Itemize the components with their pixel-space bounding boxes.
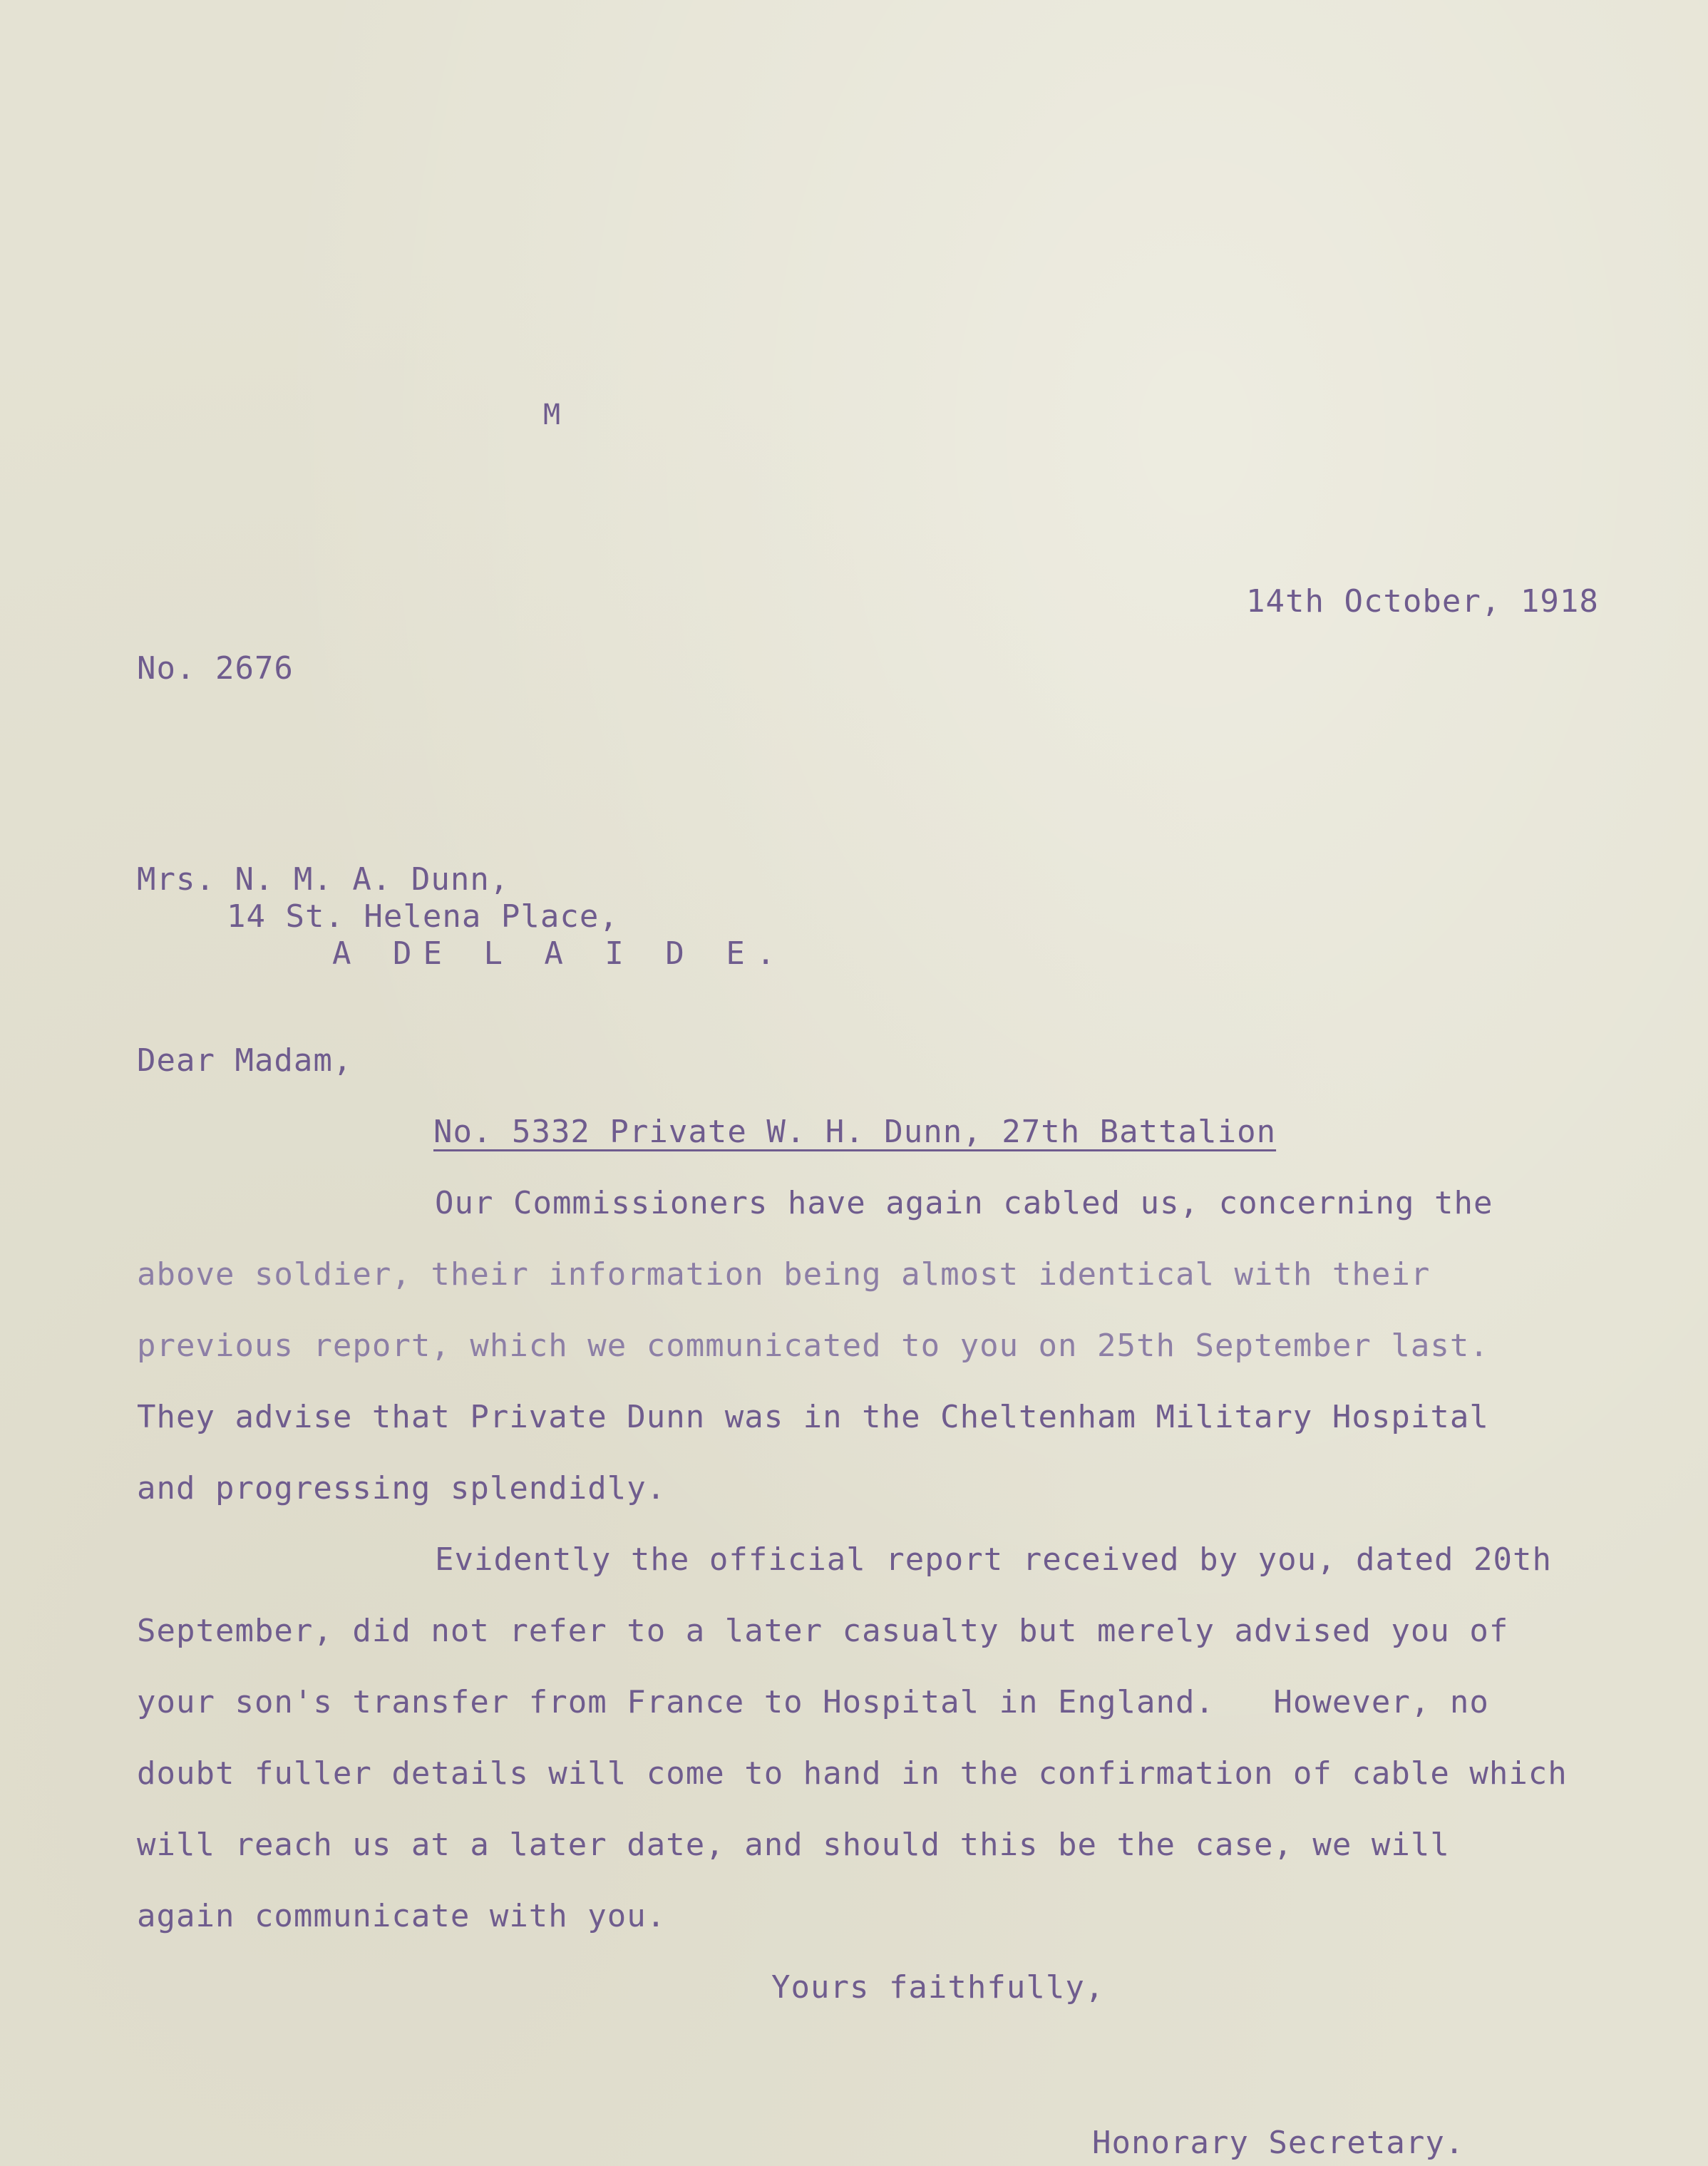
letter-date: 14th October, 1918 [1246, 583, 1599, 620]
paragraph2-line-5: will reach us at a later date, and should this be the case, we will [137, 1827, 1450, 1863]
paragraph2-line-3: your son's transfer from France to Hospital in England. However, no [137, 1684, 1489, 1720]
paragraph1-line-2: above soldier, their information being almost identical with their [137, 1256, 1431, 1293]
initial-mark: M [543, 399, 562, 431]
recipient-city: A DE L A I D E. [332, 935, 787, 972]
paragraph2-line-6: again communicate with you. [137, 1898, 667, 1934]
reference-number: No. 2676 [137, 650, 294, 687]
closing: Yours faithfully, [771, 1969, 1105, 2006]
subject-line: No. 5332 Private W. H. Dunn, 27th Battalion [433, 1114, 1277, 1150]
paragraph1-line-1: Our Commissioners have again cabled us, concerning the [435, 1185, 1493, 1221]
paragraph1-line-4: They advise that Private Dunn was in the Cheltenham Military Hospital [137, 1399, 1489, 1435]
paragraph2-line-4: doubt fuller details will come to hand in the confirmation of cable which [137, 1755, 1568, 1792]
recipient-street: 14 St. Helena Place, [227, 898, 619, 935]
paragraph2-line-1: Evidently the official report received by you, dated 20th [435, 1541, 1552, 1578]
paragraph1-line-3: previous report, which we communicated to you on 25th September last. [137, 1328, 1489, 1364]
paragraph1-line-5: and progressing splendidly. [137, 1470, 667, 1507]
salutation: Dear Madam, [137, 1042, 353, 1079]
signature-title: Honorary Secretary. [1092, 2125, 1465, 2161]
paragraph2-line-2: September, did not refer to a later casualty but merely advised you of [137, 1613, 1509, 1649]
recipient-name: Mrs. N. M. A. Dunn, [137, 861, 510, 898]
